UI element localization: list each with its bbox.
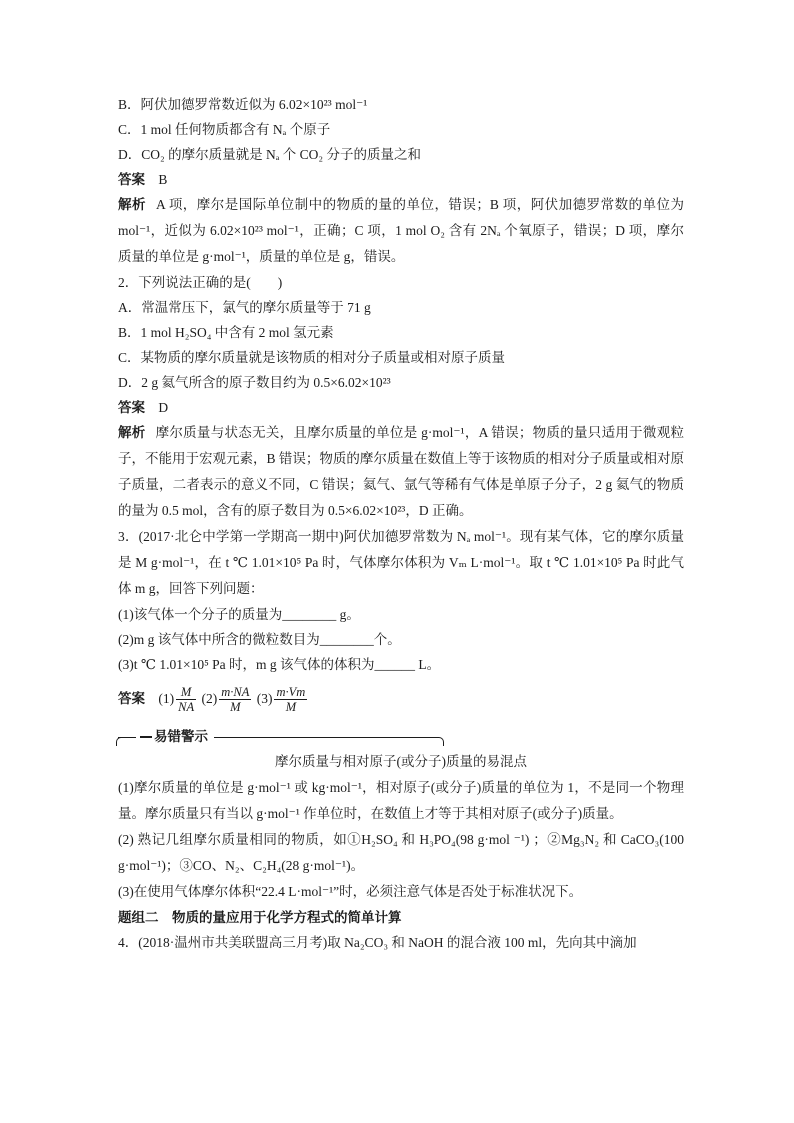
explanation-label: 解析: [118, 425, 146, 440]
fraction-numerator: M: [176, 685, 196, 700]
warning-box-header: [118, 727, 684, 749]
q2-option-c: C．某物质的摩尔质量就是该物质的相对分子质量或相对原子质量: [118, 350, 506, 365]
explanation-1: [118, 192, 684, 270]
q2-option-d: D．2 g 氦气所含的原子数目约为 0.5×6.02×10²³: [118, 375, 391, 390]
q3-part-1: (1)该气体一个分子的质量为________ g。: [118, 607, 360, 622]
explanation-2: [118, 420, 684, 524]
warning-point-1: (1)摩尔质量的单位是 g·mol⁻¹ 或 kg·mol⁻¹，相对原子(或分子)质量的单位为 1，不是同一个物理量。摩尔质量只有当以 g·mol⁻¹ 作单位时，在数值上才等于其相对原子(或分子)质量。: [118, 780, 684, 821]
fraction-denominator: NA: [178, 700, 195, 715]
warning-point-2: (2) 熟记几组摩尔质量相同的物质，如①H₂SO₄ 和 H₃PO₄(98 g·mol ⁻¹) ；②Mg₃N₂ 和 CaCO₃(100 g·mol⁻¹)；③CO、N₂、C₂H₄(28 g·mol⁻¹)。: [118, 832, 684, 873]
q3-part-3: (3)t ℃ 1.01×10⁵ Pa 时，m g 该气体的体积为______ L。: [118, 657, 441, 672]
answer-value: D: [158, 400, 169, 415]
option-d: D．CO₂ 的摩尔质量就是 Nₐ 个 CO₂ 分子的质量之和: [118, 147, 421, 162]
explanation-text: A 项，摩尔是国际单位制中的物质的量的单位，错误；B 项，阿伏加德罗常数的单位为 mol⁻¹，近似为 6.02×10²³ mol⁻¹，正确；C 项，1 mol O₂ 含有 2Nₐ 个氧原子，错误；D 项，摩尔质量的单位是 g·mol⁻¹，质量的单位是 g，错误。: [118, 197, 685, 264]
answer-label: 答案: [118, 691, 145, 706]
box-corner-right: [436, 737, 444, 746]
explanation-label: 解析: [118, 197, 146, 212]
q2-option-a: A．常温常压下，氯气的摩尔质量等于 71 g: [118, 300, 371, 315]
answer-label: 答案: [118, 172, 145, 187]
question-3: 3．(2017·北仑中学第一学期高一期中)阿伏加德罗常数为 Nₐ mol⁻¹。现有某气体，它的摩尔质量是 M g·mol⁻¹，在 t ℃ 1.01×10⁵ Pa 时，气体摩尔体积为 Vₘ L·mol⁻¹。取 t ℃ 1.01×10⁵ Pa 时此气体 m g，回答下列问题：: [118, 529, 684, 596]
fraction-3: [274, 685, 307, 714]
warning-heading: 摩尔质量与相对原子(或分子)质量的易混点: [275, 754, 527, 769]
fraction-1: [176, 685, 196, 714]
fraction-numerator: m·Vm: [276, 685, 306, 700]
answer-part-1-num: (1): [158, 691, 175, 706]
answer-label: 答案: [118, 400, 145, 415]
q3-part-2: (2)m g 该气体中所含的微粒数目为________个。: [118, 632, 401, 647]
option-c: C．1 mol 任何物质都含有 Nₐ 个原子: [118, 122, 331, 137]
fraction-denominator: M: [285, 700, 297, 715]
option-b: B．阿伏加德罗常数近似为 6.02×10²³ mol⁻¹: [118, 97, 368, 112]
explanation-text: 摩尔质量与状态无关，且摩尔质量的单位是 g·mol⁻¹，A 错误；物质的量只适用于微观粒子，不能用于宏观元素，B 错误；物质的摩尔质量在数值上等于该物质的相对分子质量或相对原子质量，二者表示的意义不同，C 错误；氦气、氩气等稀有气体是单原子分子，2 g 氦气的物质的量为 0.5 mol，含有的原子数目为 0.5×6.02×10²³，D 正确。: [118, 425, 684, 518]
question-4: 4．(2018·温州市共美联盟高三月考)取 Na₂CO₃ 和 NaOH 的混合液 100 ml，先向其中滴加: [118, 935, 637, 950]
fraction-numerator: m·NA: [221, 685, 250, 700]
answer-part-3-num: (3): [256, 691, 273, 706]
fraction-denominator: M: [230, 700, 241, 715]
warning-title-text: 易错警示: [154, 729, 208, 745]
q2-option-b: B．1 mol H₂SO₄ 中含有 2 mol 氢元素: [118, 325, 334, 340]
warning-point-3: (3)在使用气体摩尔体积“22.4 L·mol⁻¹”时，必须注意气体是否处于标准状况下。: [118, 884, 583, 899]
group-2-heading: 题组二 物质的量应用于化学方程式的简单计算: [118, 910, 402, 925]
answer-line-1: [118, 167, 684, 192]
dash-icon: [140, 736, 152, 738]
box-corner-left: [116, 737, 123, 746]
question-2: 2．下列说法正确的是( ): [118, 275, 283, 290]
answer-line-2: [118, 395, 684, 420]
warning-box-title: [136, 727, 214, 747]
fraction-2: [219, 685, 251, 714]
answer-line-3: [118, 677, 684, 721]
answer-value: B: [158, 172, 168, 187]
document-page: [118, 92, 684, 955]
answer-part-2-num: (2): [201, 691, 218, 706]
